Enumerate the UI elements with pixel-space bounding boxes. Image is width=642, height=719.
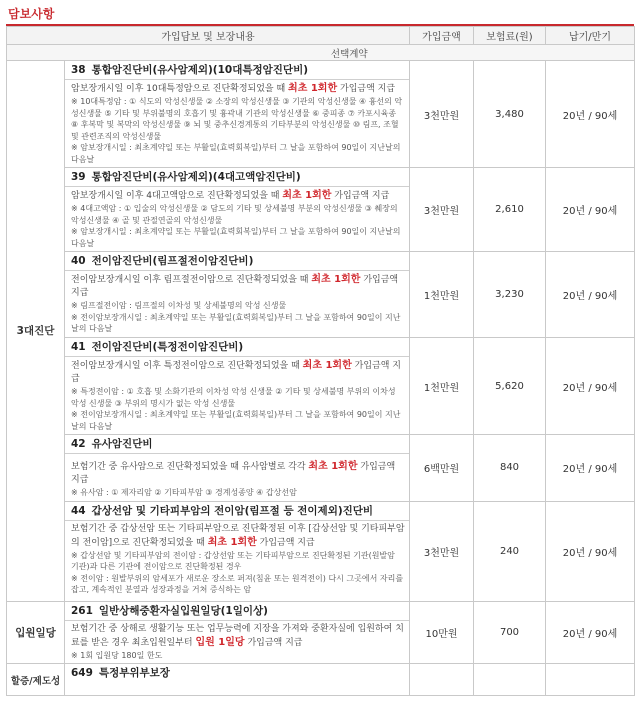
item-title	[65, 664, 409, 682]
item-premium: 3,480	[474, 61, 546, 168]
item-name: 일반상해중환자실입원일당(1일이상)	[98, 604, 268, 617]
item-period: 20년 / 90세	[546, 601, 635, 664]
item-main-text	[71, 359, 405, 386]
item-note: ※ 10대특정암 : ① 식도의 악성신생물 ② 소장의 악성신생물 ③ 기관의 악성신생물 ④ 흉선의 악성신생물 ⑤ 기타 및 부위불명의 호흡기 및 흉곽내 기관의 악성신생물 ⑥ 중피종 ⑦ 카포시육종 ⑧ 후복막 및 복막의 악성신생물 ⑨ 뇌 및 중추신경계통의 기타부분의 악성신생물 ⑩ 림프, 조혈 및 관련조직의 악성신생물	[71, 97, 403, 141]
select-contract-row	[7, 45, 635, 61]
coverage-item	[65, 338, 410, 435]
item-number: 41	[71, 341, 86, 353]
main-text-b: 가입금액 지급	[340, 84, 396, 94]
item-name: 통합암진단비(유사암제외)(10대특정암진단비)	[91, 64, 309, 76]
coverage-item	[65, 664, 410, 696]
item-title	[65, 61, 409, 80]
table-row	[7, 501, 635, 601]
item-main-text	[71, 273, 405, 300]
main-text-b: 가입금액 지급	[247, 637, 303, 648]
item-amount: 3천만원	[410, 61, 474, 168]
item-premium: 2,610	[474, 168, 546, 252]
main-text-b: 가입금액 지급	[71, 462, 396, 485]
item-main-text	[71, 82, 405, 96]
table-row	[7, 664, 635, 696]
item-name: 통합암진단비(유사암제외)(4대고액암진단비)	[91, 171, 301, 183]
item-note: ※ 암보장개시일 : 최초계약일 또는 부활일(효력회복일)부터 그 날을 포함하여 90일이 지난날의 다음날	[71, 143, 401, 164]
item-period	[546, 664, 635, 696]
table-row	[7, 168, 635, 252]
item-title	[65, 602, 409, 621]
item-note: ※ 암보장개시일 : 최초계약일 또는 부활일(효력회복일)부터 그 날을 포함하여 90일이 지난날의 다음날	[71, 227, 401, 248]
item-title	[65, 252, 409, 271]
item-note: ※ 갑상선암 및 기타피부암의 전이암 : 갑상선암 또는 기타피부암으로 진단확정된 기관(원발암 기관)과 다른 기관에 전이암으로 진단확정된 경우	[71, 550, 395, 571]
item-premium: 5,620	[474, 338, 546, 435]
item-amount: 3천만원	[410, 501, 474, 601]
coverage-item	[65, 501, 410, 601]
item-number: 42	[71, 438, 86, 450]
coverage-item	[65, 61, 410, 168]
select-contract-label: 선택계약	[65, 45, 635, 61]
highlight-text: 입원 1일당	[195, 636, 245, 648]
main-text-b: 가입금액 지급	[71, 361, 401, 384]
coverage-table	[6, 26, 635, 696]
item-number: 649	[71, 667, 93, 679]
item-premium: 840	[474, 435, 546, 502]
item-premium: 700	[474, 601, 546, 664]
main-text-a: 보험기간 중 유사암으로 진단확정되었을 때 유사암별로 각각	[71, 462, 306, 472]
item-main-text	[71, 460, 405, 487]
highlight-text: 최초 1회한	[308, 461, 358, 472]
item-name: 전이암진단비(림프절전이암진단비)	[91, 255, 254, 267]
category-surgery: 할증/제도성	[7, 664, 65, 696]
table-row	[7, 252, 635, 338]
item-amount: 1천만원	[410, 252, 474, 338]
coverage-item	[65, 168, 410, 252]
item-note: ※ 림프절전이암 : 림프절의 이차성 및 상세불명의 악성 신생물	[71, 301, 287, 310]
header-period: 납기/만기	[546, 27, 635, 45]
main-text-b: 가입금액 지급	[259, 537, 315, 548]
item-name: 특정부위부보장	[98, 667, 170, 679]
item-note: ※ 전이암보장개시일 : 최초계약일 또는 부활일(효력회복일)부터 그 날을 포함하여 90일이 지난날의 다음날	[71, 312, 401, 333]
main-text-a: 암보장개시일 이후 10대특정암으로 진단확정되었을 때	[71, 84, 286, 94]
highlight-text: 최초 1회한	[282, 190, 332, 201]
item-title	[65, 168, 409, 187]
item-title	[65, 502, 409, 521]
item-amount: 3천만원	[410, 168, 474, 252]
item-period: 20년 / 90세	[546, 252, 635, 338]
item-name: 갑상선암 및 기타피부암의 전이암(림프절 등 전이제외)진단비	[91, 504, 374, 517]
item-main-text	[71, 189, 405, 203]
category-cancer: 3대진단	[7, 61, 65, 602]
item-period: 20년 / 90세	[546, 338, 635, 435]
item-premium: 3,230	[474, 252, 546, 338]
item-period: 20년 / 90세	[546, 435, 635, 502]
item-title	[65, 435, 409, 454]
select-contract-spacer	[7, 45, 65, 61]
item-period: 20년 / 90세	[546, 61, 635, 168]
item-number: 261	[71, 604, 93, 617]
main-text-b: 가입금액 지급	[71, 275, 399, 298]
coverage-item	[65, 435, 410, 502]
item-amount: 1천만원	[410, 338, 474, 435]
main-text-a: 전이암보장개시일 이후 특정전이암으로 진단확정되었을 때	[71, 361, 300, 371]
section-title: 담보사항	[8, 7, 55, 21]
item-number: 44	[71, 504, 86, 517]
item-note: ※ 특정전이암 : ① 호흡 및 소화기관의 이차성 악성 신생물 ② 기타 및 상세불명 부위의 이차성 악성 신생물 ③ 부위의 명시가 없는 악성 신생물	[71, 387, 396, 408]
item-amount: 6백만원	[410, 435, 474, 502]
table-row	[7, 61, 635, 168]
item-note: ※ 전이암 : 원발부위의 암세포가 새로운 장소로 퍼져(침윤 또는 원격전이) 다시 그곳에서 자리를 잡고, 계속적인 분열과 성장과정을 거쳐 증식하는 암	[71, 573, 404, 594]
item-name: 유사암진단비	[91, 438, 153, 450]
item-note: ※ 4대고액암 : ① 입술의 악성신생물 ② 담도의 기타 및 상세불명 부분의 악성신생물 ③ 췌장의 악성신생물 ④ 골 및 관절연골의 악성신생물	[71, 204, 398, 225]
main-text-b: 가입금액 지급	[334, 191, 390, 201]
table-row	[7, 435, 635, 502]
item-number: 38	[71, 64, 86, 76]
highlight-text: 최초 1회한	[288, 83, 338, 94]
main-text-a: 암보장개시일 이후 4대고액암으로 진단확정되었을 때	[71, 191, 280, 201]
item-number: 40	[71, 255, 86, 267]
item-note: ※ 전이암보장개시일 : 최초계약일 또는 부활일(효력회복일)부터 그 날을 포함하여 90일이 지난날의 다음날	[71, 410, 401, 431]
coverage-item	[65, 601, 410, 664]
main-text-a: 보험기간 중 갑상선암 또는 기타피부암으로 진단확정된 이후 [갑상선암 및 기타피부암의 전이암]으로 진단확정되었을 때	[71, 523, 405, 548]
item-note: ※ 1회 입원당 180일 한도	[71, 650, 163, 660]
item-premium: 240	[474, 501, 546, 601]
item-title	[65, 338, 409, 357]
item-number: 39	[71, 171, 86, 183]
table-row	[7, 338, 635, 435]
main-text-a: 전이암보장개시일 이후 림프절전이암으로 진단확정되었을 때	[71, 275, 309, 285]
item-amount	[410, 664, 474, 696]
table-header-row	[7, 27, 635, 45]
highlight-text: 최초 1회한	[311, 274, 361, 285]
coverage-item	[65, 252, 410, 338]
item-amount: 10만원	[410, 601, 474, 664]
item-name: 전이암진단비(특정전이암진단비)	[91, 341, 244, 353]
item-period: 20년 / 90세	[546, 168, 635, 252]
header-amount: 가입금액	[410, 27, 474, 45]
item-note: ※ 유사암 : ① 제자리암 ② 기타피부암 ③ 경계성종양 ④ 갑상선암	[71, 488, 297, 497]
item-premium	[474, 664, 546, 696]
item-main-text	[71, 523, 405, 550]
item-main-text	[71, 623, 405, 650]
highlight-text: 최초 1회한	[207, 536, 257, 548]
table-row	[7, 601, 635, 664]
item-period: 20년 / 90세	[546, 501, 635, 601]
highlight-text: 최초 1회한	[302, 360, 352, 371]
header-premium: 보험료(원)	[474, 27, 546, 45]
main-text-a: 보험기간 중 상해로 생활기능 또는 업무능력에 지장을 가져와 중환자실에 입원하여 치료를 받은 경우 최초입원일부터	[71, 623, 404, 648]
category-hospital: 입원일당	[7, 601, 65, 664]
header-coverage: 가입담보 및 보장내용	[7, 27, 410, 45]
